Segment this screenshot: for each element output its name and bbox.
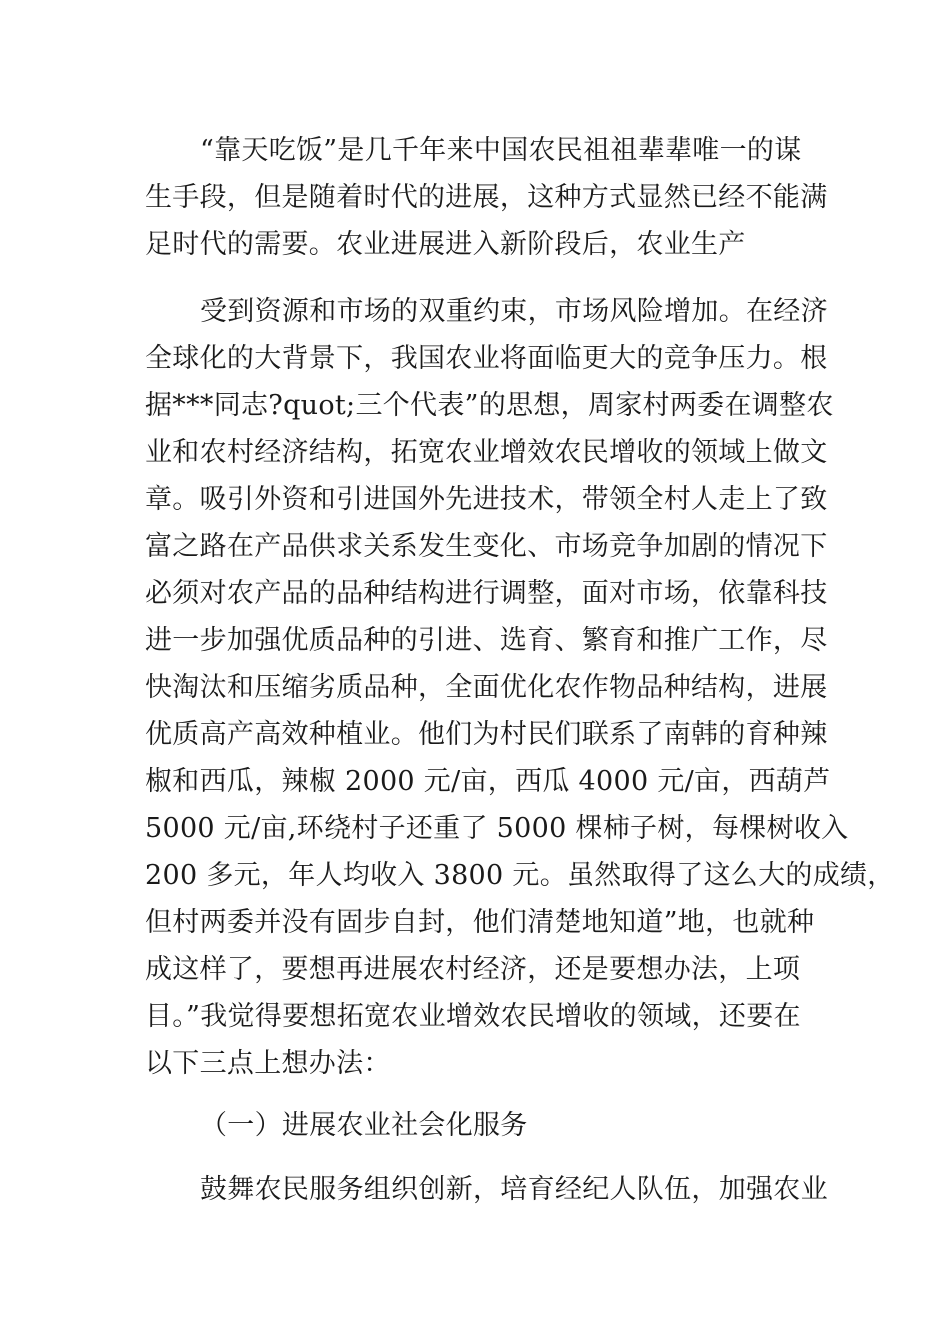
text-line-8: 章。吸引外资和引进国外先进技术，带领全村人走上了致	[145, 484, 828, 515]
text-line-20: 以下三点上想办法：	[145, 1048, 391, 1079]
text-line-16: 200 多元，年人均收入 3800 元。虽然取得了这么大的成绩，	[145, 860, 895, 891]
text-line-15: 5000 元/亩,环绕村子还重了 5000 棵柿子树，每棵树收入	[145, 813, 849, 844]
text-line-10: 必须对农产品的品种结构进行调整，面对市场，依靠科技	[145, 578, 828, 609]
text-line-4: 受到资源和市场的双重约束，市场风险增加。在经济	[200, 296, 828, 327]
text-line-9: 富之路在产品供求关系发生变化、市场竞争加剧的情况下	[145, 531, 828, 562]
text-line-12: 快淘汰和压缩劣质品种，全面优化农作物品种结构，进展	[145, 672, 828, 703]
text-line-22: 鼓舞农民服务组织创新，培育经纪人队伍，加强农业	[200, 1174, 828, 1205]
text-line-2: 生手段，但是随着时代的进展，这种方式显然已经不能满	[145, 182, 828, 213]
text-line-7: 业和农村经济结构，拓宽农业增效农民增收的领域上做文	[145, 437, 828, 468]
text-line-1: “靠天吃饭”是几千年来中国农民祖祖辈辈唯一的谋	[200, 135, 802, 166]
text-line-19: 目。”我觉得要想拓宽农业增效农民增收的领域，还要在	[145, 1001, 801, 1032]
text-line-3: 足时代的需要。农业进展进入新阶段后，农业生产	[145, 229, 746, 260]
text-line-17: 但村两委并没有固步自封，他们清楚地知道”地，也就种	[145, 907, 815, 938]
text-line-18: 成这样了，要想再进展农村经济，还是要想办法，上项	[145, 954, 801, 985]
text-line-6: 据***同志?quot;三个代表”的思想，周家村两委在调整农	[145, 390, 834, 421]
text-line-14: 椒和西瓜，辣椒 2000 元/亩，西瓜 4000 元/亩，西葫芦	[145, 766, 831, 797]
section-heading: （一）进展农业社会化服务	[200, 1110, 528, 1141]
text-line-5: 全球化的大背景下，我国农业将面临更大的竞争压力。根	[145, 343, 828, 374]
text-line-11: 进一步加强优质品种的引进、选育、繁育和推广工作，尽	[145, 625, 828, 656]
text-line-13: 优质高产高效种植业。他们为村民们联系了南韩的育种辣	[145, 719, 828, 750]
